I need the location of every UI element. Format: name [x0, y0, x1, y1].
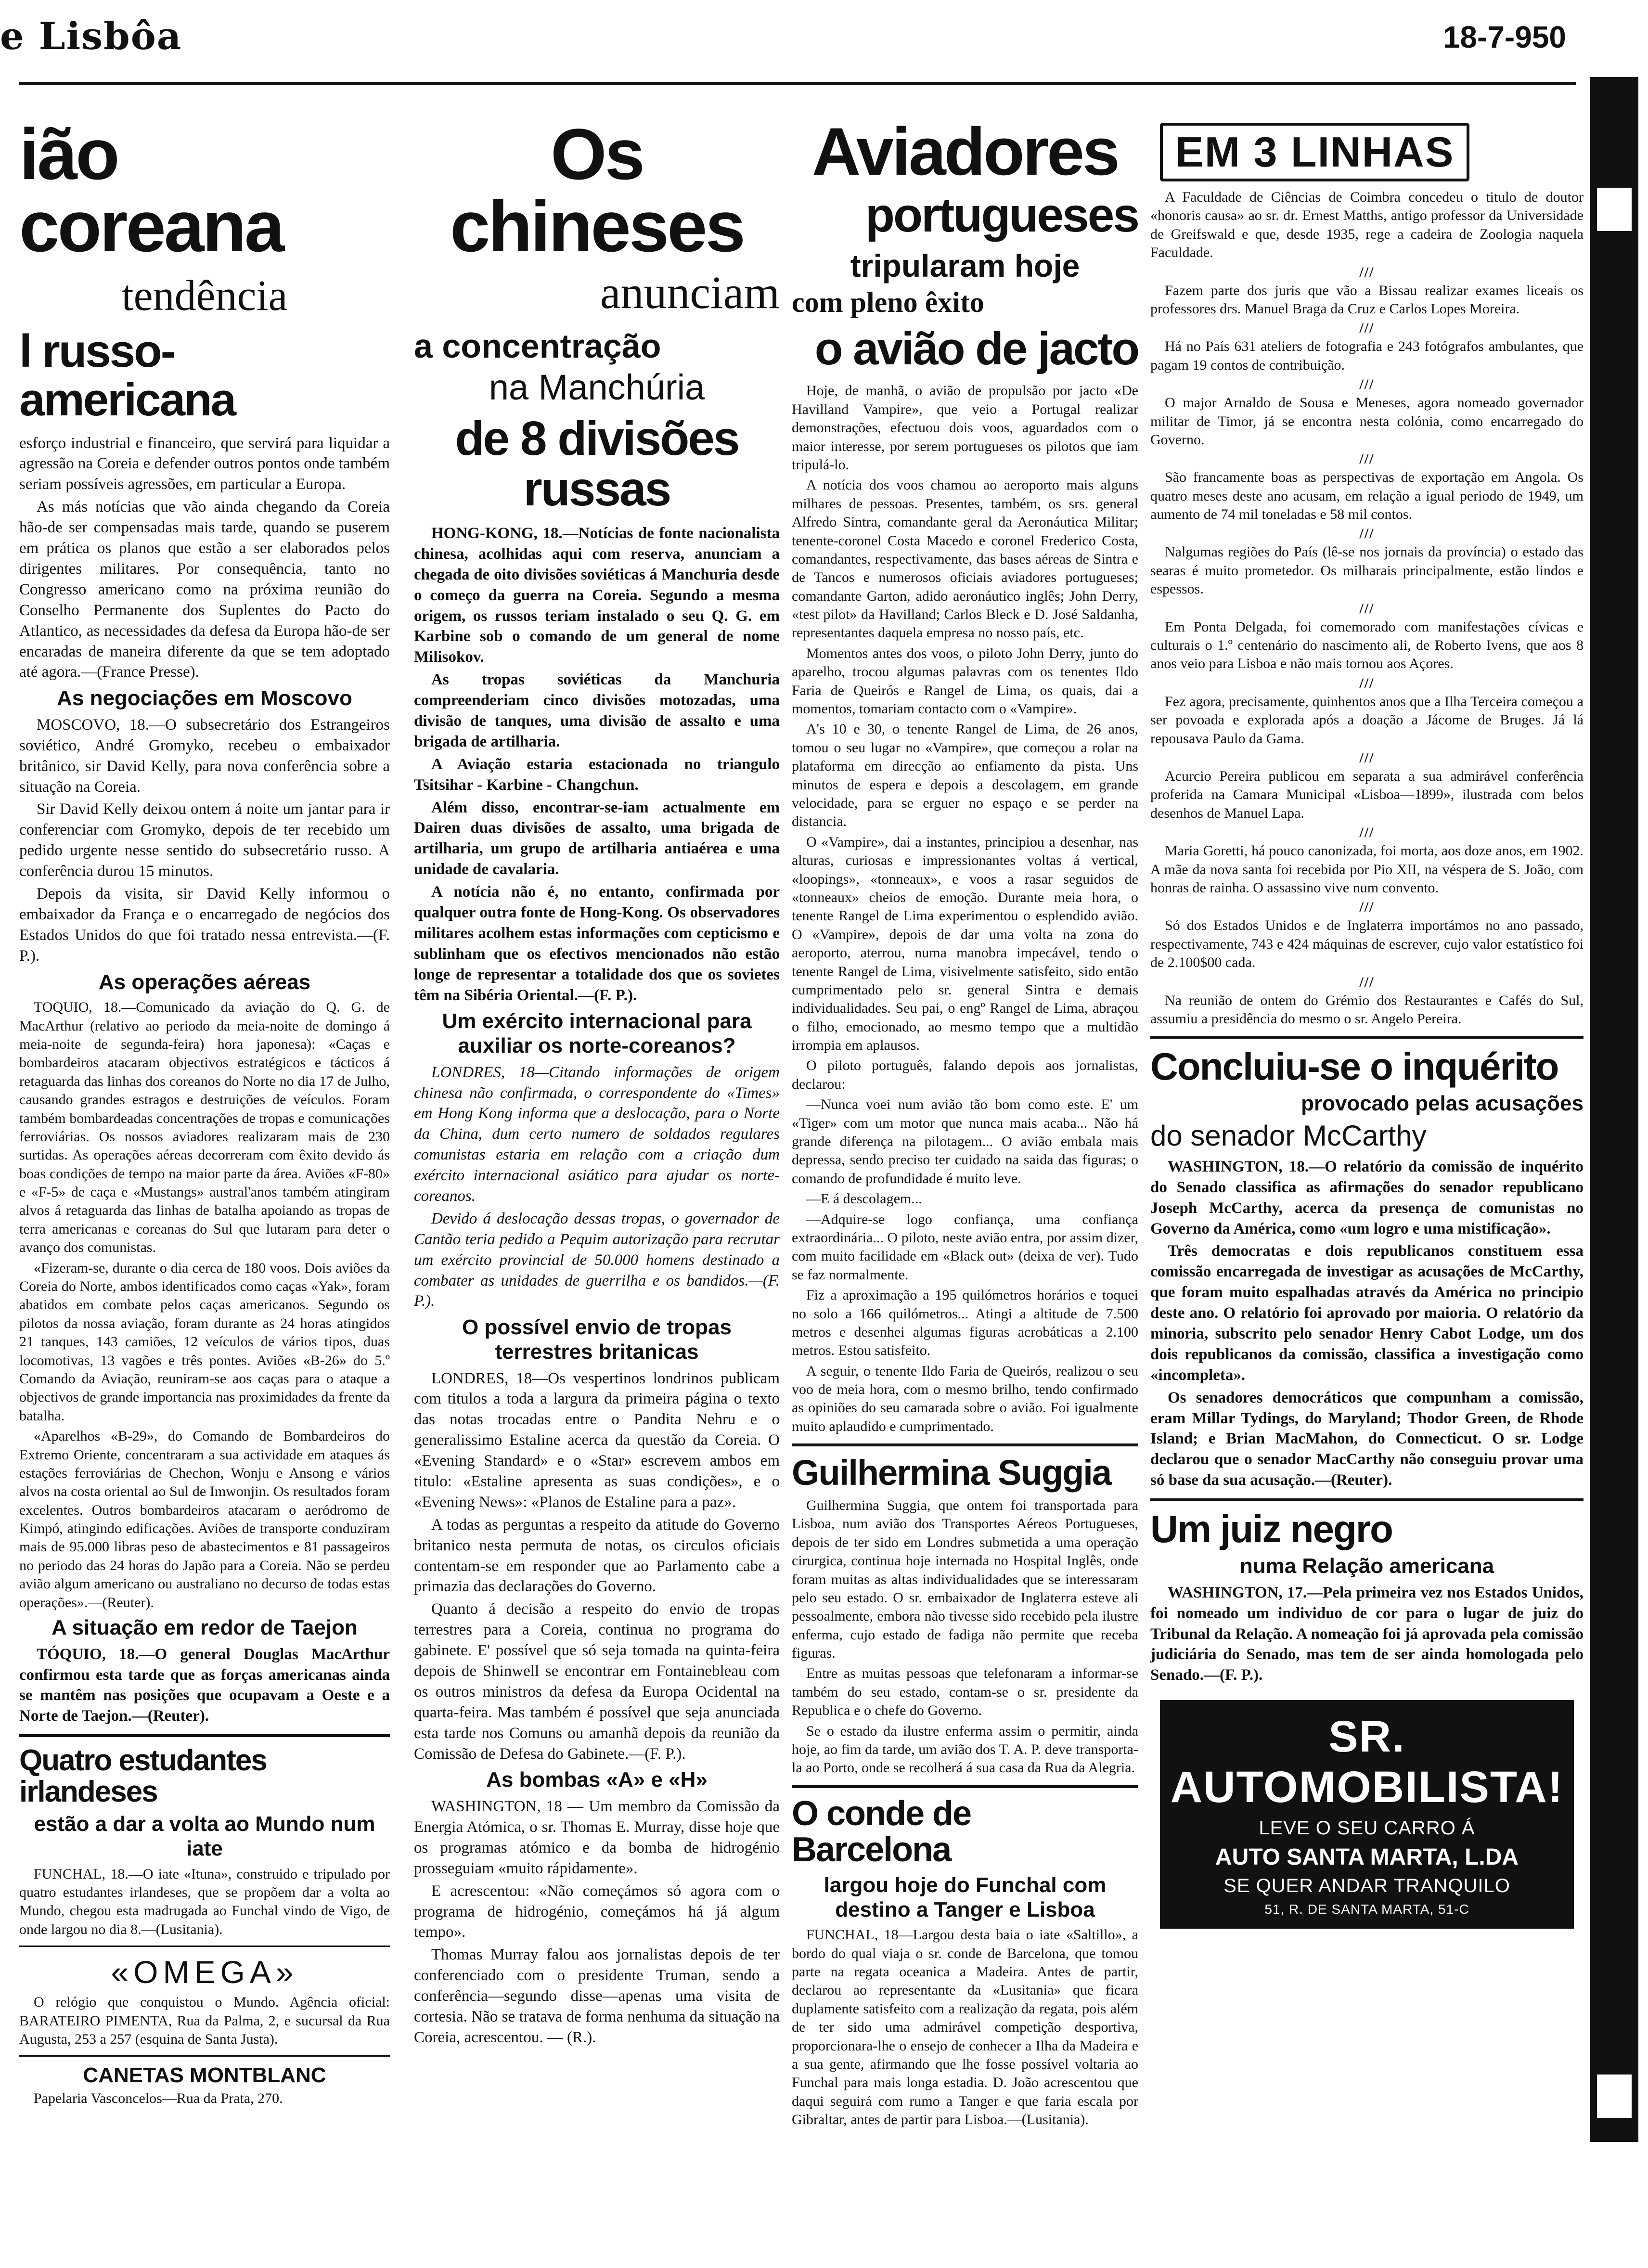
brief-separator: /// [1359, 825, 1375, 841]
subheading-mccarthy: do senador McCarthy [1150, 1119, 1427, 1152]
article-text: A's 10 e 30, o tenente Rangel de Lima, de 26 anos, tomou o seu lugar no «Vampire», que começou a rolar na plataforma em direcção ao enfiamento da pista. Uns minutos de espera e depois a descolagem, em grande velocidade, para se erguer no espaço e se perder na distancia. [792, 721, 1138, 830]
divider [792, 1785, 1138, 1788]
article-text: Devido á deslocação dessas tropas, o governador de Cantão teria pedido a Pequim autorização para recrutar um exército provincial de 50.000 homens destinado a combater as unidades de guerrilha e os bandidos.—(F. P.). [414, 1210, 780, 1310]
bar-notch [1597, 188, 1632, 231]
montblanc-ad-text: Papelaria Vasconcelos—Rua da Prata, 270. [34, 2090, 283, 2107]
article-text: «Fizeram-se, durante o dia cerca de 180 voos. Dois aviões da Coreia do Norte, ambos identificados como caças «Yak», foram abatidos em combate pelos caças americanos. Segundo os pilotos da nossa aviação, foram durante as 24 horas atingidos 21 tanques, 143 camiões, 12 veículos de vários tipos, duas locomotivas, 13 vagões e três pontes. Aviões «B-26» do 5.º Comando da Aviação, reuniram-se aos caças para o ataque a objectivos de grande importancia nas proximidades da frente da batalha. [19, 1260, 390, 1424]
article-text: WASHINGTON, 17.—Pela primeira vez nos Estados Unidos, foi nomeado um individuo de cor para o lugar de juiz do Tribunal da Relação. A nomeação foi já aprovada pela comissão judiciária do Senado, mas tem de ser ainda homologada pelo Senado.—(F. P.). [1150, 1584, 1584, 1684]
article-text: O «Vampire», dai a instantes, principiou a desenhar, nas alturas, curiosas e impressionantes voltas á vertical, «loopings», «tonneaux», e voos a rasar seguidos de «tonneaux» cheios de emoção. Durante meia hora, o tenente Rangel de Lima experimentou o esplendido avião. O «Vampire», depois de dar uma volta na zona do aeroporto, aterrou, numa manobra impecável, tendo o tenente Rangel de Lima, visivelmente satisfeito, sido então cumprimentado pelo sr. general Sintra e demais individualidades. Seu pai, o engº Rangel de Lima, abraçou o filho, emocionado, ao mesmo tempo que a multidão irrompia em aplausos. [792, 834, 1138, 1054]
article-text: —Adquire-se logo confiança, uma confiança extraordinária... O piloto, neste avião entra, por assim dizer, com muito facilidade em «Black out» (deixa de ver). Tudo se faz normalmente. [792, 1211, 1138, 1283]
bar-notch [1597, 2075, 1632, 2118]
article-text: As más notícias que vão ainda chegando da Coreia hão-de ser compensadas mais tarde, quando se puserem em prática os planos que estão a ser elaborados pelos dirigentes militares. Por consequência, tanto no Congresso americano como na próxima reunião do Conselho Permanente dos Suplentes do Pacto do Atlantico, as necessidades da defesa da Europa hão-de ser encaradas de maneira diferente da que se tem adoptado até agora.—(France Presse). [19, 498, 390, 681]
brief-separator: /// [1359, 600, 1375, 617]
brief-separator: /// [1359, 899, 1375, 915]
article-text: A notícia dos voos chamou ao aeroporto mais alguns milhares de pessoas. Presentes, também, os srs. general Alfredo Sintra, comandante geral da Aeronáutica Militar; tenente-coronel Costa Macedo e coronel Frederico Costa, comandantes, respectivamente, das bases aéreas de Sintra e de Tancos e numerosos oficiais aviadores portugueses; comandante Garton, adido aeronáutico inglês; John Derry, «test pilot» da Havilland; Carlos Bleck e D. José Saldanha, representantes daquela empresa no nosso país, etc. [792, 477, 1138, 641]
brief-items [1150, 188, 1584, 1028]
divider [19, 2055, 390, 2057]
headline-juiz-negro: Um juiz negro [1150, 1508, 1392, 1551]
headline-divisoes: de 8 divisões russas [455, 411, 739, 516]
subheading-operacoes-aereas: As operações aéreas [98, 970, 311, 994]
ad-headline: SR. AUTOMOBILISTA! [1170, 1712, 1564, 1812]
subheading-relacao: numa Relação americana [1239, 1554, 1494, 1578]
column-3 [792, 114, 1138, 2128]
headline-chineses: Os chineses [450, 114, 744, 267]
ad-line: SE QUER ANDAR TRANQUILO [1223, 1875, 1510, 1897]
brief-separator: /// [1359, 749, 1375, 766]
article-text: LONDRES, 18—Os vespertinos londrinos publicam com titulos a toda a largura da primeira página o texto das notas trocadas entre o Pandita Nehru e o generalissimo Estaline acerca da questão da Coreia. O «Evening Standard» e o «Star» escrevem ambos em titulo: «Estaline apresenta as suas condições», e o «Evening News»: «Planos de Estaline para a paz». [414, 1369, 780, 1511]
divider [792, 1443, 1138, 1446]
article-text: —Nunca voei num avião tão bom como este. E' um «Tiger» com um motor que nunca mais acaba... Não há grande diferença na pilotagem... O avião embala mais depressa, sendo preciso ter cuidado na saida das figuras; o comando de profundidade é muito leve. [792, 1096, 1138, 1186]
brief-item: Acurcio Pereira publicou em separata a sua admirável conferência proferida na Camara Municipal «Lisboa—1899», ilustrada com belos desenhos de Manuel Lapa. [1150, 768, 1584, 821]
article-text: Três democratas e dois republicanos constituem essa comissão encarregada de investigar as acusações de McCarthy, que foram muito espalhadas através da América no principio deste ano. O relatório foi aprovado por maioria. O relatório da minoria, subscrito pelo senador Henry Cabot Lodge, um dos dois republicanos da comissão, classifica a investigação como «incompleta». [1150, 1242, 1584, 1384]
headline-aviadores: Aviadores [812, 114, 1118, 189]
article-text: Sir David Kelly deixou ontem á noite um jantar para ir conferenciar com Gromyko, depois de ter recebido um pedido urgente nesse sentido do subsecretário russo. A conferência durou 15 minutos. [19, 800, 390, 880]
brief-item: São francamente boas as perspectivas de exportação em Angola. Os quatro meses deste ano acusam, em relação a igual periodo de 1949, um aumento de 74 mil toneladas e 58 mil contos. [1150, 469, 1584, 523]
brief-item: Fez agora, precisamente, quinhentos anos que a Ilha Terceira começou a ser povoada e explorada após a doação a Jácome de Bruges. Já lá repousava Paulo da Gama. [1150, 693, 1584, 747]
article-text: Momentos antes dos voos, o piloto John Derry, junto do aparelho, trocou algumas palavras com os tenentes Ildo Faria de Queirós e Rangel de Lima, os quais, dai a momentos, tomariam contacto com o «Vampire». [792, 645, 1138, 717]
brief-separator: /// [1359, 320, 1375, 336]
article-text: Depois da visita, sir David Kelly informou o embaixador da França e o encarregado de negócios dos Estados Unidos do que foi tratado nessa entrevista.—(F. P.). [19, 885, 390, 965]
brief-item: Nalgumas regiões do País (lê-se nos jornais da província) o estado das searas é muito prometedor. Os milharais principalmente, estão lindos e espessos. [1150, 544, 1584, 597]
article-text: As tropas soviéticas da Manchuria compreenderiam cinco divisões motozadas, uma divisão de tanques, uma divisão de assalto e uma brigada de artilharia. [414, 671, 780, 750]
article-text: Os senadores democráticos que compunham a comissão, eram Millar Tydings, do Maryland; Thodor Green, de Rhode Island; e Brian MacMahon, do Connecticut. O sr. Lodge declarou que o senador MacCarthy não conseguiu provar uma só base da sua acusação.—(Reuter). [1150, 1389, 1584, 1489]
divider [19, 1946, 390, 1947]
article-text: HONG-KONG, 18.—Notícias de fonte nacionalista chinesa, acolhidas aqui com reserva, anunciam a chegada de oito divisões soviéticas á Manchuria desde o começo da guerra na Coreia. Segundo a mesma origem, os russos teriam instalado o seu Q. G. em Karbine sob o comando de um general de nome Milisokov. [414, 524, 780, 666]
headline-tripularam: tripularam hoje [850, 248, 1080, 284]
column-2 [414, 114, 780, 2096]
subheading-bombas: As bombas «A» e «H» [486, 1768, 708, 1792]
subheading-volta-mundo: estão a dar a volta ao Mundo num iate [34, 1812, 375, 1860]
article-text: «Aparelhos «B-29», do Comando de Bombardeiros do Extremo Oriente, concentraram a sua actividade em ataques ás estações ferroviárias de Chechon, Wonju e Ansong e vários alvos na costa oriental ao Sul de Imwonjin. Os resultados foram excelentes. Outros bombardeiros atacaram o aeródromo de Kimpó, atingindo edificações. Aviões de transporte conduziram mais de 95.000 libras peso de abastecimentos e 81 passageiros no periodo das 24 horas do Japão para a Coreia. Não se perdeu avião algum americano ou australiano no decurso de todas estas operações».—(Reuter). [19, 1428, 390, 1611]
subheading-funchal: largou hoje do Funchal com destino a Tanger e Lisboa [824, 1873, 1107, 1921]
article-text: Hoje, de manhã, o avião de propulsão por jacto «De Havilland Vampire», que veio a Portugal realizar demonstrações, efectuou dois voos, aguardados com o maior interesse, por serem portugueses os pilotos que iam tripulá-lo. [792, 383, 1138, 473]
subheading-exercito: Um exército internacional para auxiliar os norte-coreanos? [442, 1009, 752, 1058]
divider [19, 1734, 390, 1737]
article-text: —E á descolagem... [806, 1191, 922, 1207]
article-text: Thomas Murray falou aos jornalistas depois de ter conferenciado com o presidente Truman, sendo a conferência—segundo disse—apenas uma visita de cortesia. Não se tratava de forma nenhuma da situação na Coreia, acrescentou. — (R.). [414, 1946, 780, 2046]
headline-aviao-jacto: o avião de jacto [814, 322, 1138, 374]
article-text: Entre as muitas pessoas que telefonaram a informar-se também do seu estado, contam-se o sr. presidente da Republica e o chefe do Governo. [792, 1665, 1138, 1719]
article-text: LONDRES, 18—Citando informações de origem chinesa não confirmada, o correspondente do «Times» em Hong Kong informa que a deslocação, para o Norte da China, dum certo numero de soldados regulares comunistas estaria em relação com a criação dum exército internacional asiático para ajudar os norte-coreanos. [414, 1063, 780, 1205]
column-4 [1150, 118, 1584, 2096]
subheading-acusacoes: provocado pelas acusações [1301, 1092, 1584, 1116]
article-text: A notícia não é, no entanto, confirmada por qualquer outra fonte de Hong-Kong. Os observadores militares acolhem estas informações com cepticismo e sublinham que os efectivos mencionados não estão longe de representar a totalidade dos que os sovietes têm na Sibéria Oriental.—(F. P.). [414, 883, 780, 1004]
article-text: WASHINGTON, 18 — Um membro da Comissão da Energia Atómica, o sr. Thomas E. Murray, disse hoje que os programas atómico e da bomba de hidrogénio prosseguiam «muito rápidamente». [414, 1798, 780, 1877]
auto-santa-marta-ad [1160, 1700, 1574, 1929]
subheading-taejon: A situação em redor de Taejon [52, 1616, 358, 1640]
article-text: TOQUIO, 18.—Comunicado da aviação do Q. G. de MacArthur (relativo ao periodo da meia-noite de domingo á meia-noite de segunda-feira) hora japonesa): «Caças e bombardeiros atacaram objectivos estratégicos e tácticos á retaguarda das linhas dos coreanos do Norte no dia 17 de Julho, causando grandes estragos e destruições de veículos. Foram também bombardeadas concentrações de tropas e comunicações ferroviárias. Os nossos aviadores realizaram mais de 230 surtidas. As operações aéreas decorreram com êxito devido ás boas condições de tempo na maior parte da área. Aviões «F-80» e «F-5» de caça e «Mustangs» austral'anos também atingiram alvos á retaguarda das linhas de batalha apoiando as tropas de terra americanas e coreanas do Sul que lutaram para deter o avanço dos comunistas. [19, 999, 390, 1256]
brief-item: A Faculdade de Ciências de Coimbra concedeu o titulo de doutor «honoris causa» ao sr. dr. Ernest Matths, antigo professor da Universidade de Greifswald e que, desde 1935, rege a cadeira de Zoologia naquela Faculdade. [1150, 189, 1584, 261]
headline-concentracao: a concentração [414, 327, 661, 365]
brief-separator: /// [1359, 675, 1375, 691]
issue-date: 18-7-950 [1442, 20, 1566, 54]
brief-separator: /// [1359, 264, 1375, 280]
masthead [0, 0, 1648, 82]
divider [1150, 1498, 1584, 1501]
article-text: Guilhermina Suggia, que ontem foi transportada para Lisboa, num avião dos Transportes Aéreos Portugueses, depois de ter sido em Londres submetida a uma operação cirurgica, continua hoje internada no Hospital Inglês, onde foram muitas as altas individualidades que se interessaram pelo seu estado. O sr. embaixador de Inglaterra esteve ali pessoalmente, embora não tivesse sido recebido pela ilustre enferma, cujo estado de fadiga não permite que receba figuras. [792, 1497, 1138, 1662]
subheading-moscovo: As negociações em Moscovo [57, 686, 352, 710]
article-text: Quanto á decisão a respeito do envio de tropas terrestres para a Coreia, continua no programa do gabinete. E' possível que só seja tomada na quinta-feira depois de Shinwell se encontrar em Fontainebleau com os outros ministros da defesa da Europa Ocidental na quarta-feira. Mas também é possível que seja anunciada esta tarde nos Comuns ou amanhã depois da reunião da Comissão de Defesa do Gabinete.—(F. P.). [414, 1600, 780, 1763]
subheading-tropas: O possível envio de tropas terrestres britanicas [462, 1315, 732, 1364]
headline-anunciam: anunciam [600, 267, 780, 318]
right-margin-bar [1590, 77, 1638, 2142]
brief-item: Só dos Estados Unidos e de Inglaterra importámos no ano passado, respectivamente, 743 e 424 máquinas de escrever, cujo valor estatístico foi de 2.100$00 cada. [1150, 917, 1584, 971]
brief-separator: /// [1359, 526, 1375, 542]
headline-manchuria: na Manchúria [489, 367, 705, 407]
brief-item: Em Ponta Delgada, foi comemorado com manifestações cívicas e culturais o 1.º centenário do nascimento ali, de Roberto Ivens, que aos 8 anos veio para Lisboa e não mais tornou aos Açores. [1150, 619, 1584, 672]
headline-tendencia: tendência [121, 272, 288, 320]
brief-item: O major Arnaldo de Sousa e Meneses, agora nomeado governador militar de Timor, já se encontra nesta colónia, como encarregado do Governo. [1150, 395, 1584, 448]
divider [1150, 1036, 1584, 1039]
omega-ad-title: «OMEGA» [111, 1954, 298, 1990]
brief-item: Na reunião de ontem do Grémio dos Restaurantes e Cafés do Sul, assumiu a presidência do mesmo o sr. Angelo Pereira. [1150, 992, 1584, 1027]
brief-item: Fazem parte dos juris que vão a Bissau realizar exames liceais os professores drs. Manuel Braga da Cruz e Carlos Lopes Moreira. [1150, 282, 1584, 317]
article-text: A Aviação estaria estacionada no triangulo Tsitsihar - Karbine - Changchun. [414, 755, 780, 794]
ad-address: 51, R. DE SANTA MARTA, 51-C [1264, 1902, 1469, 1917]
article-text: FUNCHAL, 18—Largou desta baia o iate «Saltillo», a bordo do qual viaja o sr. conde de Barcelona, que tomou parte na regata oceanica a Madeira. Antes de partir, declarou ao representante da «Lusitania» que ficara duplamente satisfeito com a realização da regata, pois além de ter sido uma admirável competição desportiva, proporcionara-lhe o ensejo de conhecer a Ilha da Madeira e a sua gente, afirmando que lhe fosse possível voltaria ao Funchal para mais longa estadia. D. João acrescentou que daqui seguirá com rumo a Tanger e que faria escala por Gibraltar, antes de partir para Lisboa.—(Lusitania). [792, 1927, 1138, 2128]
headline-russo-americana: l russo-americana [19, 325, 235, 425]
brief-separator: /// [1359, 376, 1375, 393]
ad-line: LEVE O SEU CARRO Á [1259, 1817, 1475, 1839]
article-text: Se o estado da ilustre enferma assim o permitir, ainda hoje, ao fim da tarde, um avião dos T. A. P. deve transporta-la ao Porto, onde se recolherá á sua casa da Rua da Alegria. [792, 1723, 1138, 1776]
omega-ad-text: O relógio que conquistou o Mundo. Agência oficial: BARATEIRO PIMENTA, Rua da Palma, 2, e sucursal da Rua Augusta, 253 a 257 (esquina de Santa Justa). [19, 1994, 390, 2047]
brief-item: Há no País 631 ateliers de fotografia e 243 fotógrafos ambulantes, que pagam 19 contos de contribuição. [1150, 338, 1584, 373]
article-text: A todas as perguntas a respeito da atitude do Governo britanico nesta permuta de notas, os circulos oficiais contentam-se em responder que ao Parlamento cabe a primazia das declarações do Governo. [414, 1516, 780, 1596]
newspaper-title: e Lisbôa [0, 14, 182, 58]
headline-exito: com pleno êxito [792, 286, 984, 318]
article-text: WASHINGTON, 18.—O relatório da comissão de inquérito do Senado classifica as afirmações do senador republicano Joseph McCarthy, acerca da presença de comunistas no Governo da América, como «um logro e uma mistificação». [1150, 1158, 1584, 1237]
headline-estudantes: Quatro estudantes irlandeses [19, 1744, 267, 1809]
article-text: FUNCHAL, 18.—O iate «Ituna», construido e tripulado por quatro estudantes irlandeses, que se propõem dar a volta ao Mundo, chegou esta madrugada ao Funchal vindo de Vigo, de onde largou no dia 8.—(Lusitania). [19, 1866, 390, 1937]
headline-portugueses: portugueses [865, 188, 1138, 242]
headline-suggia: Guilhermina Suggia [792, 1453, 1111, 1493]
article-text: Fiz a aproximação a 195 quilómetros horários e toquei no solo a 166 quilómetros... Atingi a altitude de 7.500 metros e desenhei algumas figuras acrobáticas a 2.100 metros. Estou satisfeito. [792, 1287, 1138, 1359]
article-text: Além disso, encontrar-se-iam actualmente em Dairen duas divisões de assalto, uma brigada de artilharia, um grupo de artilharia antiaérea e uma unidade de cavalaria. [414, 799, 780, 878]
montblanc-ad-title: CANETAS MONTBLANC [83, 2063, 326, 2088]
headline-inquerito: Concluiu-se o inquérito [1150, 1045, 1558, 1088]
em-3-linhas-header: EM 3 LINHAS [1160, 123, 1469, 181]
article-text: A seguir, o tenente Ildo Faria de Queirós, realizou o seu voo de meia hora, com o mesmo brilho, tendo confirmado as opiniões do seu camarada sobre o avião. Foi igualmente muito aplaudido e cumprimentado. [792, 1363, 1138, 1434]
article-text: O piloto português, falando depois aos jornalistas, declarou: [792, 1057, 1138, 1092]
headline-korea: ião coreana [19, 114, 283, 267]
masthead-rule [19, 82, 1576, 85]
article-text: TÓQUIO, 18.—O general Douglas MacArthur confirmou esta tarde que as forças americanas ainda se mantêm nas posições que ocupavam a Oeste e a Norte de Taejon.—(Reuter). [19, 1645, 390, 1725]
ad-company: AUTO SANTA MARTA, L.DA [1215, 1844, 1519, 1870]
headline-conde-barcelona: O conde de Barcelona [792, 1794, 971, 1869]
brief-item: Maria Goretti, há pouco canonizada, foi morta, aos doze anos, em 1902. A mãe da nova santa foi recebida por Pio XII, na véspera de S. João, com honras de rainha. O assassino vive num convento. [1150, 843, 1584, 896]
column-1 [19, 114, 390, 2107]
article-text: E acrescentou: «Não começámos só agora com o programa de hidrogénio, começámos há já algum tempo». [414, 1882, 780, 1941]
brief-separator: /// [1359, 451, 1375, 467]
article-text: MOSCOVO, 18.—O subsecretário dos Estrangeiros soviético, André Gromyko, recebeu o embaixador britânico, sir David Kelly, para nova conferência sobre a situação na Coreia. [19, 716, 390, 796]
article-text: esforço industrial e financeiro, que servirá para liquidar a agressão na Coreia e defender outros pontos onde também seriam possíveis agressões, em particular a Europa. [19, 434, 390, 493]
brief-separator: /// [1359, 974, 1375, 990]
